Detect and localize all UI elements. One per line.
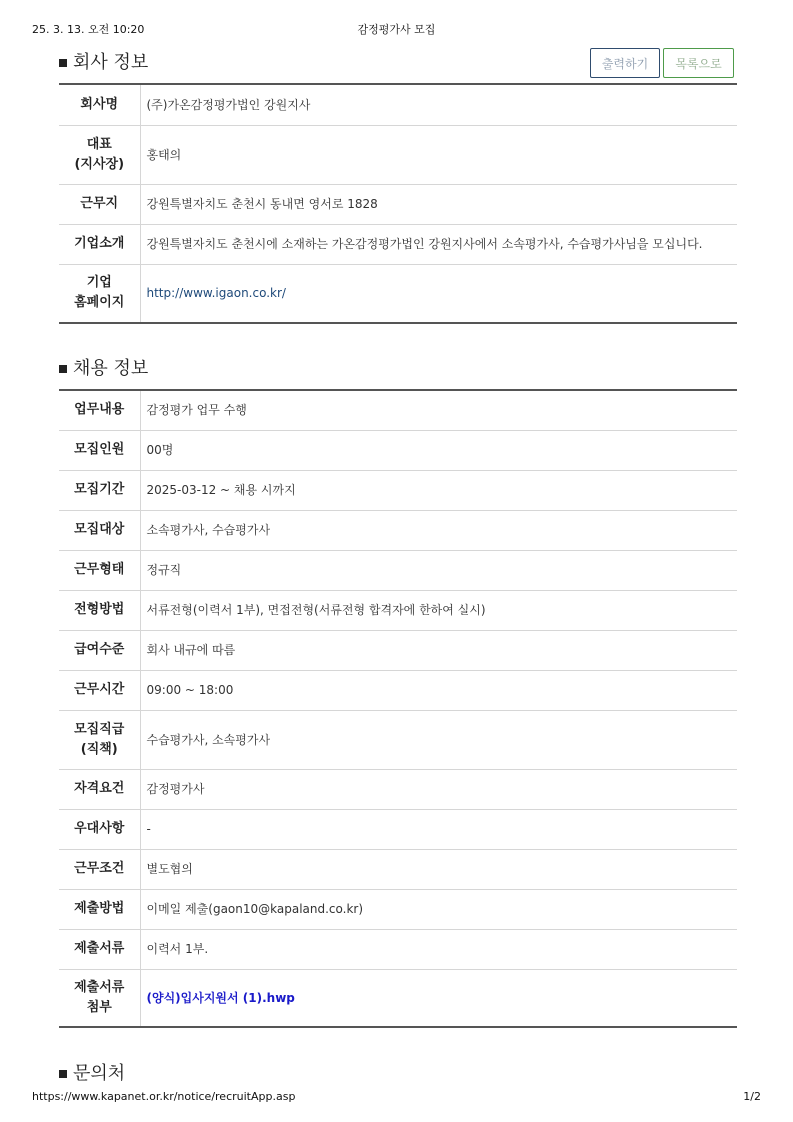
company-intro: 강원특별자치도 춘천시에 소재하는 가온감정평가법인 강원지사에서 소속평가사, 수습평가사님을 모십니다. (140, 224, 737, 264)
row-label: 모집인원 (59, 430, 140, 470)
homepage-cell (140, 264, 737, 323)
print-header (32, 21, 761, 35)
row-label: 모집직급 (직책) (59, 710, 140, 769)
attachment-file-link[interactable]: (양식)입사지원서 (1).hwp (146, 990, 295, 1005)
row-value: 소속평가사, 수습평가사 (140, 510, 737, 550)
homepage-link[interactable]: http://www.igaon.co.kr/ (146, 286, 286, 301)
row-value: 00명 (140, 430, 737, 470)
recruit-info-table (59, 389, 737, 1028)
table-row (59, 470, 737, 510)
row-label: 근무시간 (59, 670, 140, 710)
table-row (59, 889, 737, 929)
row-label: 제출방법 (59, 889, 140, 929)
contact-section-heading (59, 1059, 125, 1085)
table-row (59, 849, 737, 889)
table-row (59, 510, 737, 550)
row-label: 모집대상 (59, 510, 140, 550)
row-value: 회사 내규에 따름 (140, 630, 737, 670)
row-label: 급여수준 (59, 630, 140, 670)
list-button[interactable]: 목록으로 (663, 48, 734, 78)
table-row (59, 550, 737, 590)
print-footer (32, 1090, 761, 1104)
row-label: 제출서류 첨부 (59, 969, 140, 1027)
print-button[interactable]: 출력하기 (590, 48, 660, 78)
page-number: 1/2 (743, 1090, 761, 1103)
row-label: 근무조건 (59, 849, 140, 889)
table-row (59, 630, 737, 670)
row-value: 감정평가 업무 수행 (140, 390, 737, 430)
company-section-title: 회사 정보 (73, 52, 149, 73)
row-label: 자격요건 (59, 769, 140, 809)
row-value: 2025-03-12 ~ 채용 시까지 (140, 470, 737, 510)
representative: 홍태의 (140, 125, 737, 184)
row-value: 이력서 1부. (140, 929, 737, 969)
row-value: 감정평가사 (140, 769, 737, 809)
row-value: 수습평가사, 소속평가사 (140, 710, 737, 769)
page-url: https://www.kapanet.or.kr/notice/recruitApp.asp (32, 1090, 296, 1103)
table-row (59, 264, 737, 323)
table-row (59, 769, 737, 809)
row-value: 09:00 ~ 18:00 (140, 670, 737, 710)
row-value: 이메일 제출(gaon10@kapaland.co.kr) (140, 889, 737, 929)
recruit-section-title: 채용 정보 (73, 358, 149, 379)
table-row (59, 84, 737, 125)
row-label: 전형방법 (59, 590, 140, 630)
row-value: 서류전형(이력서 1부), 면접전형(서류전형 합격자에 한하여 실시) (140, 590, 737, 630)
row-label: 우대사항 (59, 809, 140, 849)
table-row (59, 184, 737, 224)
attachment-cell (140, 969, 737, 1027)
row-label: 기업소개 (59, 224, 140, 264)
company-section-heading (59, 48, 148, 74)
square-bullet-icon (59, 365, 67, 373)
square-bullet-icon (59, 1070, 67, 1078)
recruit-section-heading (59, 354, 148, 380)
company-name: (주)가온감정평가법인 강원지사 (140, 84, 737, 125)
row-label: 근무형태 (59, 550, 140, 590)
action-buttons (590, 48, 734, 78)
square-bullet-icon (59, 59, 67, 67)
document-title: 감정평가사 모집 (357, 23, 436, 36)
row-label: 근무지 (59, 184, 140, 224)
print-date: 25. 3. 13. 오전 10:20 (32, 23, 145, 36)
table-row (59, 969, 737, 1027)
work-location: 강원특별자치도 춘천시 동내면 영서로 1828 (140, 184, 737, 224)
table-row (59, 670, 737, 710)
table-row (59, 710, 737, 769)
contact-section-title: 문의처 (73, 1063, 126, 1084)
row-label: 회사명 (59, 84, 140, 125)
row-label: 제출서류 (59, 929, 140, 969)
table-row (59, 430, 737, 470)
row-label: 업무내용 (59, 390, 140, 430)
table-row (59, 125, 737, 184)
company-info-table (59, 83, 737, 324)
table-row (59, 809, 737, 849)
row-label: 기업 홈페이지 (59, 264, 140, 323)
table-row (59, 390, 737, 430)
row-label: 대표 (지사장) (59, 125, 140, 184)
row-value: - (140, 809, 737, 849)
row-value: 별도협의 (140, 849, 737, 889)
table-row (59, 929, 737, 969)
row-label: 모집기간 (59, 470, 140, 510)
table-row (59, 590, 737, 630)
row-value: 정규직 (140, 550, 737, 590)
table-row (59, 224, 737, 264)
